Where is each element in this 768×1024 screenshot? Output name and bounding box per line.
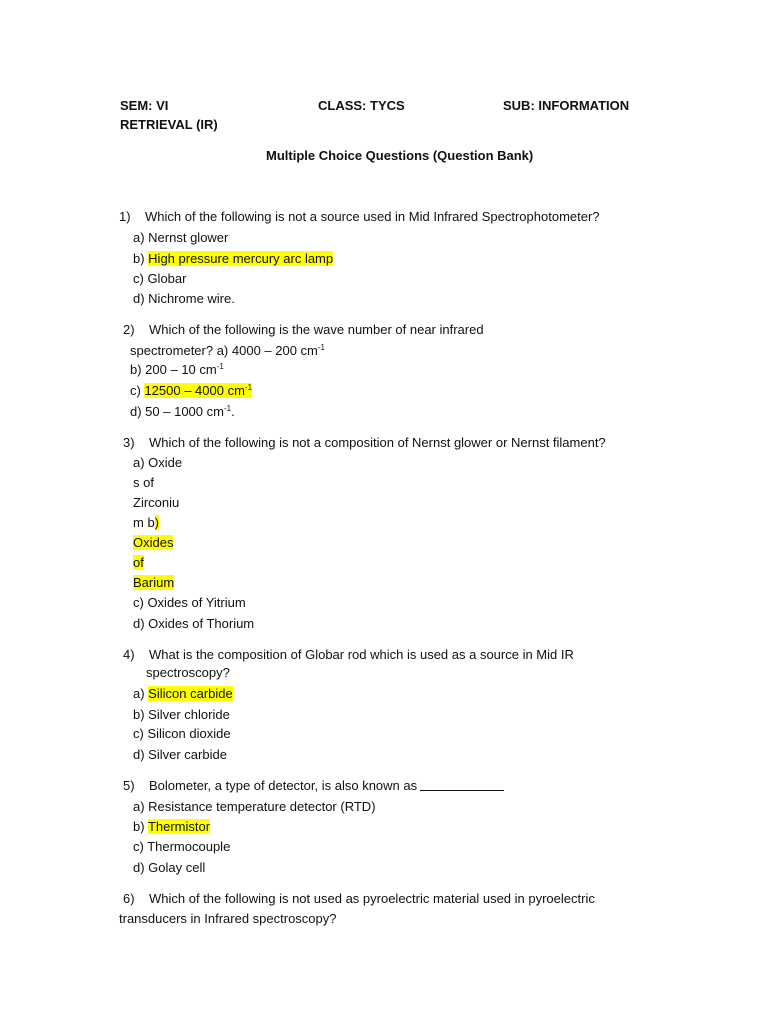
question-number: 6) (123, 891, 135, 906)
q3-option-c: c) Oxides of Yitrium (133, 595, 246, 610)
q2-option-d: d) 50 – 1000 $cm^{-1}$. (130, 404, 235, 419)
q5-option-d: d) Golay cell (133, 860, 206, 875)
question-5 (123, 778, 504, 794)
question-6 (123, 891, 595, 907)
q3-option-a-line-3: Zirconiu (133, 495, 180, 510)
question-4 (123, 647, 574, 663)
subject-label-continued: RETRIEVAL (IR) (120, 117, 218, 132)
question-text: Bolometer, a type of detector, is also known as (149, 778, 418, 793)
q1-option-c: c) Globar (133, 271, 187, 286)
class-label: CLASS: TYCS (318, 98, 405, 113)
q4-option-c: c) Silicon dioxide (133, 726, 231, 741)
question-2 (123, 322, 484, 338)
question-1 (119, 209, 600, 225)
q4-option-b: b) Silver chloride (133, 707, 230, 722)
q2-option-b: b) 200 – 10 $cm^{-1}$ (130, 362, 224, 377)
q3-option-b-line-3: Barium (133, 575, 175, 590)
answer-blank (420, 778, 504, 791)
question-text: Which of the following is not a source used in Mid Infrared Spectrophotometer? (145, 209, 600, 224)
q2-line-2: spectrometer? a) 4000 – 200 $cm^{-1}$ (130, 343, 326, 358)
q1-option-b: b) High pressure mercury arc lamp (133, 251, 334, 266)
question-number: 4) (123, 647, 135, 662)
question-6-continued: transducers in Infrared spectroscopy? (119, 911, 337, 926)
q3-option-a-line-4: m b) (133, 515, 160, 530)
q4-option-a: a) Silicon carbide (133, 686, 233, 701)
question-number: 3) (123, 435, 135, 450)
question-text: Which of the following is not used as pyroelectric material used in pyroelectric (149, 891, 595, 906)
question-3 (123, 435, 606, 451)
q3-option-a-line-1: a) Oxide (133, 455, 183, 470)
question-number: 2) (123, 322, 135, 337)
question-text: Which of the following is not a composition of Nernst glower or Nernst filament? (149, 435, 606, 450)
q5-option-b: b) Thermistor (133, 819, 211, 834)
q3-option-d: d) Oxides of Thorium (133, 616, 255, 631)
document-title: Multiple Choice Questions (Question Bank) (266, 148, 534, 163)
semester-label: SEM: VI (120, 98, 169, 113)
question-number: 5) (123, 778, 135, 793)
q3-option-a-line-2: s of (133, 475, 154, 490)
q5-option-a: a) Resistance temperature detector (RTD) (133, 799, 376, 814)
highlighted-answer: Silicon carbide (148, 686, 233, 701)
question-text: What is the composition of Globar rod which is used as a source in Mid IR (149, 647, 574, 662)
q5-option-c: c) Thermocouple (133, 839, 231, 854)
highlighted-answer: High pressure mercury arc lamp (148, 251, 334, 266)
question-text: Which of the following is the wave number of near infrared (149, 322, 484, 337)
highlighted-answer: 12500 – 4000 $cm^{-1}$ (144, 383, 253, 398)
highlighted-answer: Thermistor (147, 819, 211, 834)
q3-option-b-line-1: Oxides (133, 535, 174, 550)
q4-option-d: d) Silver carbide (133, 747, 227, 762)
q1-option-a: a) Nernst glower (133, 230, 229, 245)
question-number: 1) (119, 209, 131, 224)
q2-option-c: c) 12500 – 4000 $cm^{-1}$ (130, 383, 253, 398)
subject-label: SUB: INFORMATION (503, 98, 630, 113)
q1-option-d: d) Nichrome wire. (133, 291, 235, 306)
q3-option-b-line-2: of (133, 555, 144, 570)
question-4-continued: spectroscopy? (146, 665, 230, 680)
